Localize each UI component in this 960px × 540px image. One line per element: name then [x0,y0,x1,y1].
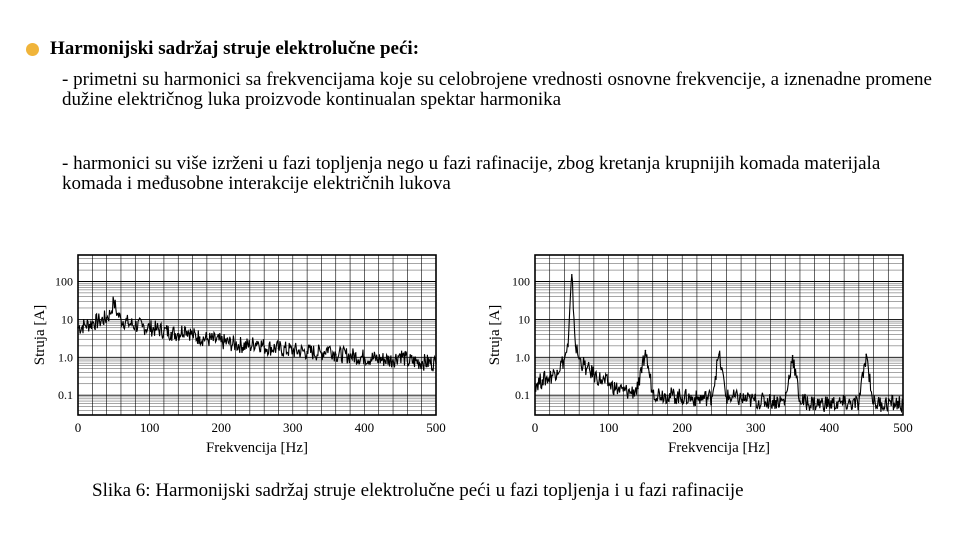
data-point [135,325,137,327]
data-point [843,403,845,405]
data-point [435,362,437,364]
data-point [177,333,179,335]
x-tick-label: 500 [426,420,446,435]
data-point [858,403,860,405]
plot-frame [535,255,903,415]
data-point [278,348,280,350]
data-point [726,396,728,398]
data-point [192,335,194,337]
y-tick-label: 100 [55,274,73,289]
paragraph-harmonics-phases: - harmonici su više izrženi u fazi topljenja nego u fazi rafinacije, zbog kretanja krupnijih komada materijala komada i međusobne interakcije električnih lukova [62,153,881,194]
chart-svg [30,245,450,465]
data-point [615,388,617,390]
x-tick-label: 0 [531,420,539,435]
data-point [542,379,544,381]
data-point [206,338,208,340]
data-point [740,398,742,400]
data-point [185,327,187,329]
data-point [792,355,794,357]
data-point [127,322,129,324]
data-point [263,346,265,348]
data-point [652,391,654,393]
data-point [378,358,380,360]
data-point [681,396,683,398]
data-point [364,357,366,359]
data-point [608,383,610,385]
chart-refining-phase [485,245,915,465]
data-point [578,358,580,360]
x-axis-label: Frekvencija [Hz] [205,440,309,456]
y-tick-label: 1.0 [58,350,73,365]
data-point [77,327,79,329]
y-tick-label: 10 [61,312,73,327]
y-tick-label: 1.0 [515,350,530,365]
data-point [328,347,330,349]
data-point [534,383,536,385]
data-point [199,336,201,338]
data-point [902,403,904,405]
data-point [84,325,86,327]
data-point [696,398,698,400]
data-point [623,390,625,392]
plot-frame [78,255,436,415]
data-point [142,326,144,328]
data-point [799,400,801,402]
data-point [641,372,643,374]
data-point [235,344,237,346]
data-point [814,403,816,405]
data-point [888,403,890,405]
y-axis-label: Struja [A] [32,304,48,366]
data-point [575,345,577,347]
x-tick-label: 400 [819,420,840,435]
data-point [163,330,165,332]
slide-heading: Harmonijski sadržaj struje elektrolučne peći: [50,38,420,59]
data-point [292,350,294,352]
x-tick-label: 400 [354,420,375,435]
data-point [718,354,720,356]
data-point [829,403,831,405]
data-point [306,351,308,353]
chart-melting-phase [30,245,450,465]
x-tick-label: 0 [74,420,82,435]
data-point [637,388,639,390]
y-tick-label: 0.1 [58,388,73,403]
data-point [156,328,158,330]
data-point [564,358,566,360]
data-point [113,301,115,303]
y-tick-label: 100 [512,274,530,289]
data-point [349,355,351,357]
x-tick-label: 100 [598,420,619,435]
data-point [571,274,573,276]
data-point [335,354,337,356]
series-line [78,297,436,372]
data-point [99,320,101,322]
data-point [645,350,647,352]
data-point [170,332,172,334]
bullet-dot-icon [26,43,39,56]
series-line [535,275,903,412]
x-tick-label: 100 [139,420,160,435]
x-tick-label: 200 [672,420,692,435]
data-point [407,360,409,362]
data-point [256,341,258,343]
x-tick-label: 300 [746,420,766,435]
data-point [667,394,669,396]
x-tick-label: 300 [283,420,303,435]
data-point [549,376,551,378]
data-point [392,359,394,361]
data-point [586,368,588,370]
y-tick-label: 0.1 [515,388,530,403]
data-point [92,322,94,324]
data-point [630,391,632,393]
data-point [556,370,558,372]
data-point [711,396,713,398]
data-point [873,403,875,405]
data-point [784,400,786,402]
figure-caption: Slika 6: Harmonijski sadržaj struje elektrolučne peći u fazi topljenja i u fazi rafinacije [92,480,744,501]
data-point [770,400,772,402]
data-point [399,354,401,356]
y-tick-label: 10 [518,312,530,327]
data-point [421,361,423,363]
data-point [249,345,251,347]
data-point [648,372,650,374]
data-point [321,352,323,354]
data-point [109,313,111,315]
x-tick-label: 500 [893,420,913,435]
x-axis-label: Frekvencija [Hz] [667,440,771,456]
data-point [593,374,595,376]
data-point [755,400,757,402]
data-point [567,345,569,347]
chart-svg [485,245,915,465]
y-axis-label: Struja [A] [487,304,503,366]
data-point [120,319,122,321]
data-point [149,327,151,329]
data-point [220,341,222,343]
data-point [106,317,108,319]
data-point [117,313,119,315]
data-point [600,379,602,381]
x-tick-label: 200 [211,420,231,435]
paragraph-harmonics-frequencies: - primetni su harmonici sa frekvencijama koje su celobrojene vrednosti osnovne frekvencije, a iznenadne promene dužine električnog luka proizvode kontinualan spektar harmonika [62,69,932,110]
data-point [865,354,867,356]
